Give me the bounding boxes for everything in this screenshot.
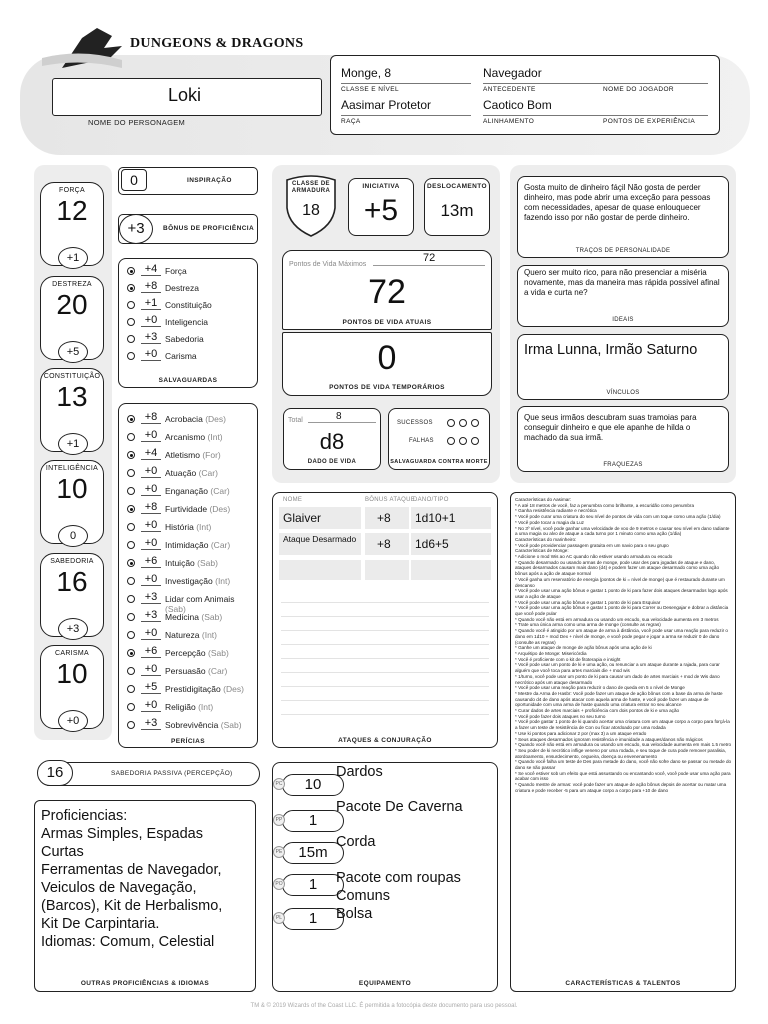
skill-value[interactable]: +3	[141, 609, 161, 622]
character-name[interactable]: Loki	[168, 85, 202, 105]
character-info-box	[330, 55, 720, 135]
skill-name: Acrobacia (Des)	[165, 414, 226, 424]
ability-intelligence	[40, 460, 104, 544]
attacks-label: ATAQUES & CONJURAÇÃO	[338, 737, 432, 744]
proficiency-dot[interactable]	[127, 613, 135, 621]
player-name-label: NOME DO JOGADOR	[603, 83, 708, 93]
proficiency-line: (Barcos), Kit de Herbalismo,	[41, 898, 223, 914]
ability-modifier[interactable]: +0	[58, 710, 88, 732]
proficiency-dot[interactable]	[127, 469, 135, 477]
save-row	[119, 348, 257, 365]
skill-row	[119, 591, 257, 614]
feature-line: * Quando mestre de armas: você pode fazer um ataque de ação bônus depois de acertar ou matar uma criatura e pode receber -5 para um ataque corpo a corpo para +10 de dano	[515, 782, 727, 793]
copyright-footer: TM & © 2019 Wizards of the Coast LLC. É permitida a fotocópia deste documento para uso pessoal.	[250, 1003, 518, 1009]
feature-line: * Você pode usar uma reação para reduzir o dano de queda em 5 x nível de Monge	[515, 685, 685, 691]
other-proficiencies-box	[34, 800, 256, 992]
attack-row-3-bonus[interactable]	[365, 560, 409, 580]
saves-label: SALVAGUARDAS	[158, 377, 218, 384]
armor-class-value[interactable]: 18	[302, 202, 320, 219]
inspiration-box	[118, 167, 258, 195]
proficiency-dot[interactable]	[127, 541, 135, 549]
skill-row	[119, 573, 257, 590]
proficiency-dot[interactable]	[127, 505, 135, 513]
inspiration-label: INSPIRAÇÃO	[187, 177, 232, 184]
feature-line: * Você pode fazer dois ataques no seu turno	[515, 713, 606, 719]
proficiency-dot[interactable]	[127, 284, 135, 292]
proficiency-dot[interactable]	[127, 559, 135, 567]
saving-throws-box	[118, 258, 258, 388]
feature-line: * Você pode usar uma ação bônus e gastar 1 ponto de ki para Correr ou Desengajar e dobrar a distância que você pode pular	[515, 605, 729, 617]
skill-name: Intimidação (Car)	[165, 540, 231, 550]
skill-value[interactable]: +6	[141, 645, 161, 658]
feature-line: * Você é proficiente com o kit de fitoterapia e insight	[515, 656, 621, 662]
proficiency-dot[interactable]	[127, 415, 135, 423]
ideals-label: IDEAIS	[612, 317, 634, 323]
coin-label: PL	[273, 912, 285, 924]
feature-line: * Curar dados de artes marciais + proficiência com dois pontos de ki e uma ação	[515, 708, 680, 714]
feature-line: * Quando você é atingido por um ataque de arma à distância, você pode usar uma reação para reduzir o dano em 1d10 + mod Dex + nível de monge, e você pode pegar e jogar a arma se reduzir 0 de dano (consulte as regras)	[515, 628, 728, 645]
skill-value[interactable]: +6	[141, 555, 161, 568]
character-name-banner[interactable]	[52, 78, 322, 116]
ability-dexterity	[40, 276, 104, 360]
skill-row	[119, 537, 257, 554]
ability-modifier[interactable]: 0	[58, 525, 88, 547]
features-box	[510, 492, 736, 992]
background-label: ANTECEDENTE	[483, 83, 613, 93]
feature-line: * A até 18 metros de você, faz a penumbra como brilhante, a escuridão como penumbra	[515, 502, 695, 508]
skill-row	[119, 465, 257, 482]
features-label: CARACTERÍSTICAS & TALENTOS	[565, 980, 681, 987]
skill-row	[119, 681, 257, 698]
skill-name: Religião (Int)	[165, 702, 214, 712]
death-save-success-3[interactable]	[471, 419, 479, 427]
ability-name: FORÇA	[59, 187, 85, 194]
proficiency-dot[interactable]	[127, 649, 135, 657]
ability-score[interactable]: 10	[56, 658, 88, 689]
ability-score[interactable]: 10	[56, 473, 88, 504]
feature-line: * Você ganha um reservatório de energia (pontos de ki = nível de monge) que é restaurado durante um descanso	[515, 576, 725, 588]
attack-row-3-damage[interactable]	[411, 560, 491, 580]
skill-value[interactable]: +0	[141, 465, 161, 478]
skill-value[interactable]: +0	[141, 627, 161, 640]
death-save-success-label: SUCESSOS	[397, 420, 433, 426]
skill-name: Natureza (Int)	[165, 630, 217, 640]
hit-points-box	[282, 250, 492, 330]
proficiency-dot[interactable]	[127, 301, 135, 309]
save-value[interactable]: +8	[141, 280, 161, 293]
proficiency-line: Curtas	[41, 844, 84, 860]
coin-pl[interactable]: PL 1	[282, 908, 344, 930]
skills-box	[118, 403, 258, 748]
proficiency-dot[interactable]	[127, 433, 135, 441]
passive-perception-label: SABEDORIA PASSIVA (PERCEPÇÃO)	[111, 770, 233, 777]
armor-class-shield	[285, 174, 337, 238]
alignment-label: ALINHAMENTO	[483, 115, 613, 125]
class-level-label: CLASSE E NÍVEL	[341, 83, 471, 93]
initiative-box	[348, 178, 414, 236]
proficiency-dot[interactable]	[127, 577, 135, 585]
skill-row	[119, 501, 257, 518]
skill-name: Arcanismo (Int)	[165, 432, 223, 442]
coin-label: PC	[273, 778, 285, 790]
feature-line: * Você pode gastar 1 ponto de ki quando acertar uma criatura com um ataque corpo a corpo para forçá-la a fazer um teste de resistência de Con ou ficar atordoado por uma rodada	[515, 719, 730, 731]
feature-line: * Você pode usar uma ação bônus e gastar 1 ponto de ki para Esquivar	[515, 599, 661, 605]
attacks-box	[272, 492, 498, 748]
save-name: Inteligencia	[165, 317, 209, 327]
skill-value[interactable]: +8	[141, 411, 161, 424]
proficiency-line: Veiculos de Navegação,	[41, 880, 197, 896]
proficiency-line: Proficiencias:	[41, 808, 128, 824]
proficiency-box	[118, 214, 258, 244]
proficiency-dot[interactable]	[127, 631, 135, 639]
skill-name: Furtividade (Des)	[165, 504, 231, 514]
save-name: Força	[165, 266, 187, 276]
attack-notes-lines[interactable]	[281, 589, 489, 719]
feature-line: * No 3º nível, você pode ganhar uma velocidade de voo de 9 metros e causar seu nível em dano radiante a uma magia ou alvo de ataque a cada turno por 1 minuto como uma ação (1/dia)	[515, 525, 730, 537]
save-row	[119, 297, 257, 314]
proficiency-line: Armas Simples, Espadas	[41, 826, 203, 842]
skill-value[interactable]: +0	[141, 519, 161, 532]
skill-value[interactable]: +0	[141, 663, 161, 676]
xp-label: PONTOS DE EXPERIÊNCIA	[603, 115, 708, 125]
feature-line: * Você pode tocar a magia da Luz	[515, 519, 584, 525]
proficiency-label: BÔNUS DE PROFICIÊNCIA	[163, 225, 255, 232]
save-row	[119, 314, 257, 331]
skill-name: Atuação (Car)	[165, 468, 218, 478]
bonds-text[interactable]: Irma Lunna, Irmão Saturno	[524, 342, 698, 358]
skill-value[interactable]: +0	[141, 699, 161, 712]
flaws-box	[517, 406, 729, 472]
skill-value[interactable]: +3	[141, 591, 161, 604]
skill-value[interactable]: +0	[141, 429, 161, 442]
feature-line: Características do Aasimar:	[515, 497, 572, 502]
initiative-label: INICIATIVA	[362, 183, 400, 190]
coin-po[interactable]: PO 1	[282, 874, 344, 896]
initiative-value[interactable]: +5	[363, 194, 399, 227]
proficiency-line: Kit De Carpintaria.	[41, 916, 160, 932]
skill-value[interactable]: +8	[141, 501, 161, 514]
proficiency-dot[interactable]	[127, 451, 135, 459]
feature-line: * Você pode providenciar passagem gratuita em um navio para o seu grupo	[515, 542, 669, 548]
ideals-box	[517, 265, 729, 327]
hit-dice-total-label: Total	[288, 417, 303, 424]
ability-wisdom	[40, 553, 104, 637]
hit-dice-label: DADO DE VIDA	[307, 459, 357, 465]
other-proficiencies-text[interactable]	[41, 807, 222, 951]
attack-row-2-damage[interactable]: 1d6+5	[411, 533, 491, 555]
ability-constitution	[40, 368, 104, 452]
skill-row	[119, 645, 257, 662]
skill-name: Intuição (Sab)	[165, 558, 218, 568]
feature-line: * Use ki pontos para adicionar 2 por (max 3) a um ataque errado	[515, 730, 647, 736]
race-label: RAÇA	[341, 115, 471, 125]
death-save-fail-1[interactable]	[447, 437, 455, 445]
attack-row-1-bonus[interactable]: +8	[365, 507, 409, 529]
feature-line: * Quando você falha um teste de Des para metade do dano, você não sofre dano se passar ou metade do dano se não passar	[515, 759, 732, 771]
death-save-fail-label: FALHAS	[409, 438, 434, 444]
skill-value[interactable]: +3	[141, 717, 161, 730]
ability-score[interactable]: 13	[56, 381, 88, 412]
feature-line: * Ganhe um ataque de monge de ação bônus após uma ação de ki	[515, 645, 652, 651]
feature-line: * Quando desarmado ou usando armas de monge, pode usar des para jogadas de ataque e dano, ataques desarmados causam mais dano (d4) e podem fazer um ataque desarmado como uma ação bônus após a ação de ataque normal	[515, 559, 720, 577]
skill-row	[119, 717, 257, 734]
proficiency-line: Idiomas: Comum, Celestial	[41, 934, 215, 950]
xp-value[interactable]	[603, 98, 708, 112]
save-value[interactable]: +1	[141, 297, 161, 310]
personality-traits-box	[517, 176, 729, 258]
logo	[42, 18, 332, 78]
hp-current-value[interactable]: 72	[368, 273, 406, 311]
skill-row	[119, 411, 257, 428]
death-save-fail-3[interactable]	[471, 437, 479, 445]
hit-dice-box	[283, 408, 381, 470]
feature-line: * Seu poder de ki necrótico inflige veneno por uma rodada, e seu toque de cura pode remover paralisia, atordoamento, ensurdecimento, cegueira, doença ou envenenamento	[515, 747, 726, 759]
ability-strength	[40, 182, 104, 266]
proficiency-dot[interactable]	[127, 667, 135, 675]
skill-name: Persuasão (Car)	[165, 666, 228, 676]
skill-name: Sobrevivência (Sab)	[165, 720, 242, 730]
passive-perception-box	[38, 762, 260, 786]
skill-value[interactable]: +0	[141, 573, 161, 586]
feature-line: * Quando você não está em armadura ou usando um escudo, sua velocidade aumenta em 3 metros	[515, 616, 719, 622]
save-name: Carisma	[165, 351, 197, 361]
save-value[interactable]: +4	[141, 263, 161, 276]
logo-text: DUNGEONS & DRAGONS	[130, 36, 304, 51]
hit-dice-divider	[308, 422, 376, 423]
proficiency-dot[interactable]	[127, 685, 135, 693]
skill-name: Percepção (Sab)	[165, 648, 229, 658]
ability-score[interactable]: 20	[56, 289, 88, 320]
death-save-success-1[interactable]	[447, 419, 455, 427]
skill-row	[119, 483, 257, 500]
skill-row	[119, 699, 257, 716]
player-name-value[interactable]	[603, 66, 708, 80]
ability-name: INTELIGÊNCIA	[45, 465, 99, 472]
flaws-label: FRAQUEZAS	[603, 462, 643, 468]
skills-label: PERÍCIAS	[171, 738, 205, 745]
coin-label: PO	[273, 878, 285, 890]
skill-name: Prestidigitação (Des)	[165, 684, 244, 694]
save-row	[119, 331, 257, 348]
proficiency-dot[interactable]	[127, 335, 135, 343]
proficiency-line: Ferramentas de Navegador,	[41, 862, 222, 878]
temp-hit-points-box	[282, 332, 492, 396]
skill-row	[119, 627, 257, 644]
equipment-item[interactable]: Dardos	[336, 764, 383, 780]
ability-name: DESTREZA	[52, 281, 92, 288]
ability-modifier[interactable]: +5	[58, 341, 88, 363]
hp-max-label: Pontos de Vida Máximos	[289, 261, 367, 268]
attack-row-3-name[interactable]	[279, 560, 361, 580]
feature-line: * Se você estiver sob um efeito que está assustando ou encantando você, você pode usar uma ação para acabar com isso	[515, 770, 731, 782]
proficiency-dot[interactable]	[127, 595, 135, 603]
attack-col-damage: DANO/TIPO	[413, 497, 449, 503]
feature-line: * Adicione o mod Wis ao AC quando não estiver usando armadura ou escudo	[515, 554, 673, 560]
bonds-label: VÍNCULOS	[606, 390, 640, 396]
death-save-success-2[interactable]	[459, 419, 467, 427]
attack-row-2-name[interactable]: Ataque Desarmado	[279, 533, 361, 555]
skill-name: Investigação (Int)	[165, 576, 231, 586]
skill-row	[119, 663, 257, 680]
coin-label: PP	[273, 814, 285, 826]
feature-line: * Trate uma única arma como uma arma de monge (consulte as regras)	[515, 622, 661, 628]
skill-value[interactable]: +4	[141, 447, 161, 460]
equipment-item[interactable]: Bolsa	[336, 906, 373, 922]
save-value[interactable]: +0	[141, 314, 161, 327]
other-proficiencies-label: OUTRAS PROFICIÊNCIAS & IDIOMAS	[80, 980, 210, 987]
coin-pc[interactable]: PC 10	[282, 774, 344, 796]
class-level-value[interactable]: Monge, 8	[341, 66, 392, 80]
death-save-fail-2[interactable]	[459, 437, 467, 445]
ability-name: CARISMA	[55, 650, 89, 657]
ability-charisma	[40, 645, 104, 729]
ability-name: CONSTITUIÇÃO	[43, 373, 101, 380]
inspiration-value[interactable]: 0	[121, 169, 147, 191]
hit-dice-value[interactable]: d8	[319, 429, 345, 454]
bonds-box	[517, 334, 729, 400]
death-saves-box	[388, 408, 490, 470]
equipment-item[interactable]: Comuns	[336, 888, 390, 904]
background-value[interactable]: Navegador	[483, 66, 542, 80]
hp-temp-label: PONTOS DE VIDA TEMPORÁRIOS	[329, 384, 445, 391]
character-name-label: NOME DO PERSONAGEM	[88, 118, 186, 127]
coin-pe[interactable]: PE 15m	[282, 842, 344, 864]
ability-modifier[interactable]: +1	[58, 433, 88, 455]
save-name: Constituição	[165, 300, 212, 310]
equipment-item[interactable]: Pacote com roupas	[336, 870, 461, 886]
feature-line: * Você pode curar uma criatura do seu nível de pontos de vida com um toque como uma ação (1/dia)	[515, 514, 721, 520]
flaws-text[interactable]: Que seus irmãos descubram suas tramoias para conseguir dinheiro e que ele apanhe de hilda o machado da sua irmã.	[524, 413, 697, 442]
proficiency-dot[interactable]	[127, 318, 135, 326]
proficiency-dot[interactable]	[127, 721, 135, 729]
ideals-text[interactable]: Quero ser muito rico, para não presenciar a miséria novamente, mas da maneira mas rápida possivel afinal a vida e curta ne?	[524, 268, 720, 297]
feature-line: * Seus ataques desarmados ignoram resistência e imunidade a ataques/danos não mágicos	[515, 736, 703, 742]
attack-row-1-damage[interactable]: 1d10+1	[411, 507, 491, 529]
skill-value[interactable]: +0	[141, 483, 161, 496]
speed-label: DESLOCAMENTO	[427, 183, 487, 190]
hp-max-divider	[373, 265, 485, 266]
ability-modifier[interactable]: +1	[58, 247, 88, 269]
proficiency-dot[interactable]	[127, 523, 135, 531]
skill-value[interactable]: +0	[141, 537, 161, 550]
skill-name: Medicina (Sab)	[165, 612, 223, 622]
personality-traits-text[interactable]: Gosta muito de dinheiro fáçil Não gosta de perder dinheiro, mas pode abrir uma exceção para pessoas com necessidades, apesar de quase enlouquecer fazendo isso por não gostar de perde dinheiro.	[524, 183, 711, 222]
proficiency-dot[interactable]	[127, 352, 135, 360]
race-value[interactable]: Aasimar Protetor	[341, 98, 432, 112]
armor-class-label: CLASSE DE ARMADURA	[291, 181, 331, 194]
alignment-value[interactable]: Caotico Bom	[483, 98, 552, 112]
feature-line: Características de Monge:	[515, 548, 569, 554]
feature-line: * Você pode usar um ponto de ki e uma ação, ou renunciar a um ataque durante a rajada, para curar alguém que você toca para artes marciais die + mod wis	[515, 662, 720, 674]
death-saves-label: SALVAGUARDA CONTRA MORTE	[390, 459, 488, 465]
save-row	[119, 280, 257, 297]
equipment-label: EQUIPAMENTO	[358, 980, 412, 987]
skill-row	[119, 519, 257, 536]
speed-value[interactable]: 13m	[440, 201, 474, 220]
feature-line: * Quando você não está em armadura ou usando um escudo, sua velocidade aumenta em mais 1.5 metro	[515, 742, 732, 748]
equipment-item[interactable]: Corda	[336, 834, 376, 850]
feature-line: * Mestre da Arma de Hasbr: Você pode fazer um ataque de ação bônus com a base da arma de haste causando d4 de dano após atacar com aquela arma de haste, e você pode fazer um ataque de oportunidade com uma arma de haste quando uma criatura entrar no seu alcance	[515, 690, 723, 708]
ability-score[interactable]: 12	[56, 195, 88, 226]
feature-line: * 1/turno, você pode usar um ponto de ki para causar um dado de artes marciais + mod de Wis dano necrótico após um ataque desarmado	[515, 673, 720, 685]
passive-perception-value[interactable]: 16	[37, 760, 73, 786]
attack-row-2-bonus[interactable]: +8	[365, 533, 409, 555]
coin-pp[interactable]: PP 1	[282, 810, 344, 832]
save-row	[119, 263, 257, 280]
save-value[interactable]: +0	[141, 348, 161, 361]
feature-line: * Você pode usar uma ação bônus e gastar 1 ponto de ki para fazer dois ataques desarmados logo após usar a ação de ataque	[515, 588, 728, 599]
skill-row	[119, 429, 257, 446]
skill-row	[119, 609, 257, 626]
equipment-item[interactable]: Pacote De Caverna	[336, 799, 463, 815]
attack-col-bonus: BÔNUS ATAQUE	[365, 497, 416, 503]
feature-line: Características do marinheiro:	[515, 536, 577, 542]
skill-row	[119, 555, 257, 572]
feature-line: * Arquétipo de Monge: Misericórdia	[515, 650, 587, 656]
feature-line: * Ganha resistência radiante e necrótica	[515, 508, 597, 514]
hit-dice-total[interactable]: 8	[336, 411, 342, 422]
ability-modifier[interactable]: +3	[58, 618, 88, 640]
skill-value[interactable]: +5	[141, 681, 161, 694]
attack-col-name: NOME	[283, 497, 303, 503]
speed-box	[424, 178, 490, 236]
skill-name: Lidar com Animais (Sab)	[165, 594, 235, 614]
proficiency-dot[interactable]	[127, 487, 135, 495]
save-name: Destreza	[165, 283, 200, 293]
ability-score[interactable]: 16	[56, 566, 88, 597]
hp-current-label: PONTOS DE VIDA ATUAIS	[342, 319, 432, 326]
skill-name: História (Int)	[165, 522, 212, 532]
ability-name: SABEDORIA	[50, 558, 94, 565]
save-name: Sabedoria	[165, 334, 204, 344]
hp-temp-value[interactable]: 0	[377, 339, 397, 377]
skill-row	[119, 447, 257, 464]
hp-max-value[interactable]: 72	[423, 252, 436, 264]
proficiency-value[interactable]: +3	[119, 214, 153, 244]
skill-name: Atletismo (For)	[165, 450, 221, 460]
save-value[interactable]: +3	[141, 331, 161, 344]
attack-row-1-name[interactable]: Glaiver	[279, 507, 361, 529]
personality-traits-label: TRAÇOS DE PERSONALIDADE	[575, 248, 671, 254]
coin-label: PE	[273, 846, 285, 858]
features-text[interactable]	[515, 497, 732, 971]
proficiency-dot[interactable]	[127, 703, 135, 711]
skill-name: Enganação (Car)	[165, 486, 230, 496]
proficiency-dot[interactable]	[127, 267, 135, 275]
